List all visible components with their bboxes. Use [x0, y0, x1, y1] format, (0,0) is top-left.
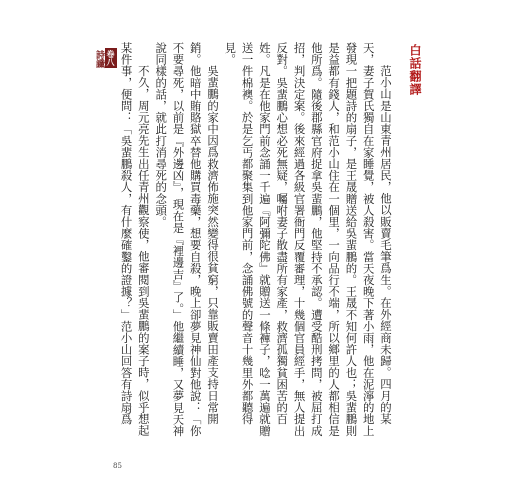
volume-tag: 卷八 — [106, 50, 116, 66]
paragraph: 吳蜚鵬的家中因爲救濟佈施突然變得很貧窮，只靠販賣田產支持日常開銷。他暗中賄賂獄卒替他購買毒藥，想要自殺，晚上卻夢見神仙對他說：「你不要尋死，以前是『外邊凶』，現在是『裡邊吉』了。」他繼續睡，又夢見天神說同樣的話，就此打消尋死的念頭。 — [154, 42, 221, 437]
page-number: 85 — [113, 462, 122, 470]
section-title: 白話翻譯 — [408, 44, 422, 96]
main-text — [115, 42, 420, 447]
paragraph: 不久，周元亮先生出任青州觀察使，他審閱到吳蜚鵬的案子時，似乎想起某件事，便問：「吳蜚鵬殺人，有什麼確鑿的證據？」范小山回答有詩扇爲 — [119, 42, 151, 436]
chapter-category: 詩讖 — [94, 50, 104, 68]
paragraph: 范小山是山東青州居民，他以販賣毛筆爲生。在外經商未歸。四月的某天，妻子賀氏獨自在家睡覺，被人殺害。當天夜晚下著小雨，他在泥濘的地上發現一把題詩的扇子，是王晟贈送給吳蜚鵬的。王晟不知何許人也；吳蜚鵬則是益都有錢人，和范小山住在一個里，一向品行不端，所以鄉里的人都相信是他所爲。隨後郡縣官府捉拿吳蜚鵬，他堅持不承認。遭受酷刑拷問，被屈打成招，判決定案。後來經過各級官署衙門反覆審理，十幾個官員經手，無人提出反對。吳蜚鵬心想必死無疑，囑咐妻子散盡所有家產，救濟孤獨貧困苦的百姓。凡是在他家門前念誦一千遍『阿彌陀佛』就贈送一條褲子，唸一萬遍就贈送一件棉襖。於是乞丐都聚集到他家門前，念誦佛號的聲音十幾里外都聽得見。 — [223, 42, 393, 437]
chapter-header — [94, 48, 117, 70]
